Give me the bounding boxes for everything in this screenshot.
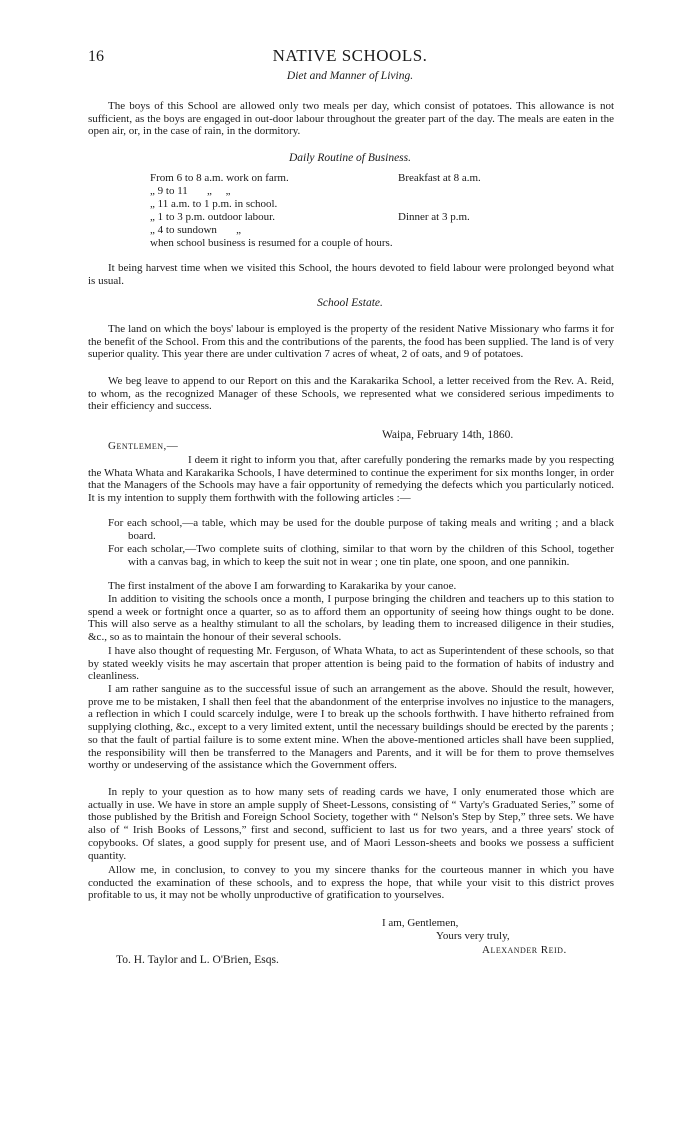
routine-time: „ 4 to sundown „ [150,224,242,236]
paragraph-diet: The boys of this School are allowed only two meals per day, which consist of potatoes. This allowance is not sufficient, as the boys are engaged in out-door labour throughout the greater part of the day. The meals are eaten in the open air, or, in the case of rain, in the dormitory. [88,100,614,138]
letter-closing: I am, Gentlemen, [382,917,459,929]
routine-time: „ 9 to 11 „ „ [150,185,231,197]
letter-paragraph: The first instalment of the above I am forwarding to Karakarika by your canoe. [108,580,457,592]
letter-place-date: Waipa, February 14th, 1860. [382,429,514,441]
letter-closing: Yours very truly, [436,930,510,942]
heading-estate: School Estate. [317,297,383,309]
routine-note: Breakfast at 8 a.m. [398,172,481,184]
routine-time: From 6 to 8 a.m. work on farm. [150,172,289,184]
routine-time: when school business is resumed for a couple of hours. [150,237,393,249]
paragraph-harvest: It being harvest time when we visited this School, the hours devoted to field labour were prolonged beyond what is usual. [88,262,614,287]
routine-time: „ 11 a.m. to 1 p.m. in school. [150,198,278,210]
heading-routine: Daily Routine of Business. [288,152,411,164]
paragraph-append: We beg leave to append to our Report on this and the Karakarika School, a letter received from the Rev. A. Reid, to whom, as the recognized Manager of these Schools, we represented what we considered serious impediments to their efficiency and success. [88,375,614,413]
page-number: 16 [88,48,104,65]
running-title: NATIVE SCHOOLS. [272,46,428,65]
letter-paragraph: In reply to your question as to how many sets of reading cards we have, I only enumerated those which are actually in use. We have in store an ample supply of Sheet-Lessons, consisting of “ Varty's Graduated Series,” some of those published by the British and Foreign School Society, together with “ Nelson's Step by Step,” three sets. We have also of “ Irish Books of Lessons,” first and second, sufficient to last us for two years, and a three years' stock of copybooks. Of slates, a good supply for present use, and of Maori Lesson-sheets and books we possess a sufficient quantity. [88,786,614,862]
letter-paragraph: I am rather sanguine as to the successful issue of such an arrangement as the above. Should the result, however, prove me to be mistaken, I shall then feel that the abandonment of the enterprise involves no injustice to the managers, a reflection in which I could scarcely indulge, were I to break up the schools forthwith. I have hitherto refrained from supplying clothing, &c., except to a very limited extent, until the necessary buildings should be erected by the parents ; so that the fault of partial failure is to some extent mine. When the above-mentioned articles shall have been supplied, the responsibility will then be transferred to the Managers and Parents, and it will be for them to prove themselves worthy or undeserving of the assistance which the Government offers. [88,683,614,772]
letter-paragraph: In addition to visiting the schools once a month, I purpose bringing the children and teachers up to this station to spend a week or fortnight once a quarter, so as to afford them an opportunity of seeing how things ought to be done. This will also serve as a healthy stimulant to all the scholars, by leading them to increased diligence in their studies, &c., so as to maintain the honour of their several schools. [88,593,614,644]
letter-item: For each scholar,—Two complete suits of clothing, similar to that worn by the children of this School, together with a canvas bag, in which to keep the suit not in wear ; one tin plate, one spoon, and one pannikin. [108,543,614,568]
letter-item: For each school,—a table, which may be used for the double purpose of taking meals and writing ; and a black board. [108,517,614,542]
letter-signature: Alexander Reid. [482,944,567,956]
letter-addressee: To. H. Taylor and L. O'Brien, Esqs. [116,954,279,966]
routine-note: Dinner at 3 p.m. [398,211,470,223]
letter-paragraph: I deem it right to inform you that, after carefully pondering the remarks made by you respecting the Whata Whata and Karakarika Schools, I have determined to continue the experiment for six months longer, in order that the Managers of the Schools may have a fair opportunity of remedying the defects which you particularly noticed. It is my intention to supply them forthwith with the following articles :— [88,454,614,505]
routine-time: „ 1 to 3 p.m. outdoor labour. [150,211,275,223]
letter-salutation: Gentlemen,— [108,440,179,452]
letter-paragraph: Allow me, in conclusion, to convey to you my sincere thanks for the courteous manner in which you have conducted the examination of these schools, and to express the hope, that while your visit to this district proves profitable to us, it may not be wholly unproductive of gratification to yourselves. [88,864,614,902]
paragraph-estate: The land on which the boys' labour is employed is the property of the resident Native Missionary who farms it for the benefit of the School. From this and the contributions of the parents, the food has been supplied. The land is of very superior quality. This year there are under cultivation 7 acres of wheat, 2 of oats, and 9 of potatoes. [88,323,614,361]
heading-diet: Diet and Manner of Living. [286,70,414,82]
letter-paragraph: I have also thought of requesting Mr. Ferguson, of Whata Whata, to act as Superintendent of these schools, so that by stated weekly visits he may ascertain that proper attention is being paid to the formation of habits of industry and cleanliness. [88,645,614,683]
